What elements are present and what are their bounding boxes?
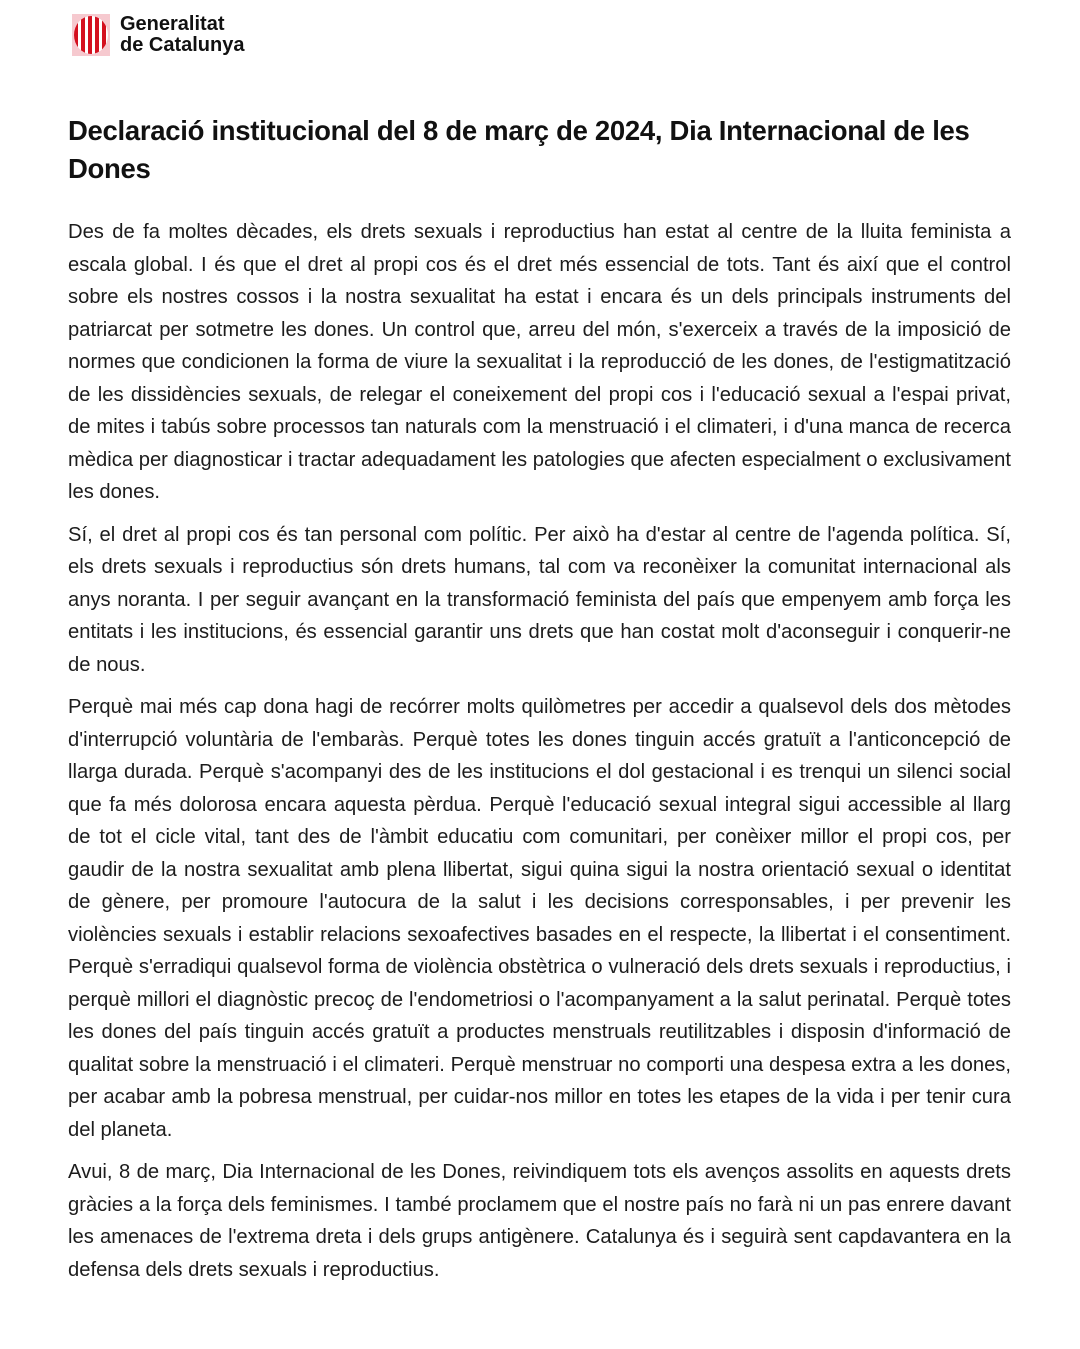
senyera-stripes <box>74 16 108 54</box>
header-logo <box>72 14 244 56</box>
paragraph-3: Perquè mai més cap dona hagi de recórrer molts quilòmetres per accedir a qualsevol dels dos mètodes d'interrupció voluntària de l'embaràs. Perquè totes les dones tinguin accés gratuït a l'anticoncepció de llarga durada. Perquè s'acompanyi des de les institucions el dol gestacional i es trenqui un silenci social que fa més dolorosa encara aquesta pèrdua. Perquè l'educació sexual integral sigui accessible al llarg de tot el cicle vital, tant des de l'àmbit educatiu com comunitari, per conèixer millor el propi cos, per gaudir de la nostra sexualitat amb plena llibertat, sigui quina sigui la nostra orientació sexual o identitat de gènere, per promoure l'autocura de la salut i les decisions corresponsables, i per prevenir les violències sexuals i establir relacions sexoafectives basades en el respecte, la llibertat i el consentiment. Perquè s'erradiqui qualsevol forma de violència obstètrica o vulneració dels drets sexuals i reproductius, i perquè millori el diagnòstic precoç de l'endometriosi o l'acompanyament a la salut perinatal. Perquè totes les dones del país tinguin accés gratuït a productes menstruals reutilitzables i disposin d'informació de qualitat sobre la menstruació i el climateri. Perquè menstruar no comporti una despesa extra a les dones, per acabar amb la pobresa menstrual, per cuidar-nos millor en totes les etapes de la vida i per tenir cura del planeta. <box>68 696 1011 1141</box>
logo-line-1: Generalitat <box>120 13 225 35</box>
paragraph-4: Avui, 8 de març, Dia Internacional de les Dones, reivindiquem tots els avenços assolits en aquests drets gràcies a la força dels feminismes. I també proclamem que el nostre país no farà ni un pas enrere davant les amenaces de l'extrema dreta i dels grups antigènere. Catalunya és i seguirà sent capdavantera en la defensa dels drets sexuals i reproductius. <box>68 1161 1011 1281</box>
document-title: Declaració institucional del 8 de març de 2024, Dia Internacional de les Dones <box>68 115 970 184</box>
logo-wordmark <box>120 14 244 56</box>
paragraph-2: Sí, el dret al propi cos és tan personal com polític. Per això ha d'estar al centre de l'agenda política. Sí, els drets sexuals i reproductius són drets humans, tal com va reconèixer la comunitat internacional als anys noranta. I per seguir avançant en la transformació feminista del país que empenyem amb força les entitats i les institucions, és essencial garantir uns drets que han costat molt d'aconseguir i conquerir-ne de nous. <box>68 523 1011 676</box>
document-body <box>68 216 1011 1296</box>
logo-line-2: de Catalunya <box>120 34 245 56</box>
paragraph-1: Des de fa moltes dècades, els drets sexuals i reproductius han estat al centre de la lluita feminista a escala global. I és que el dret al propi cos és el dret més essencial de tots. Tant és així que el control sobre els nostres cossos i la nostra sexualitat ha estat i encara és un dels principals instruments del patriarcat per sotmetre les dones. Un control que, arreu del món, s'exerceix a través de la imposició de normes que condicionen la forma de viure la sexualitat i la reproducció de les dones, de l'estigmatització de les dissidències sexuals, de relegar el coneixement del propi cos i l'educació sexual a l'espai privat, de mites i tabús sobre processos tan naturals com la menstruació i el climateri, i d'una manca de recerca mèdica per diagnosticar i tractar adequadament les patologies que afecten especialment o exclusivament les dones. <box>68 221 1011 503</box>
generalitat-senyera-icon <box>72 14 110 56</box>
